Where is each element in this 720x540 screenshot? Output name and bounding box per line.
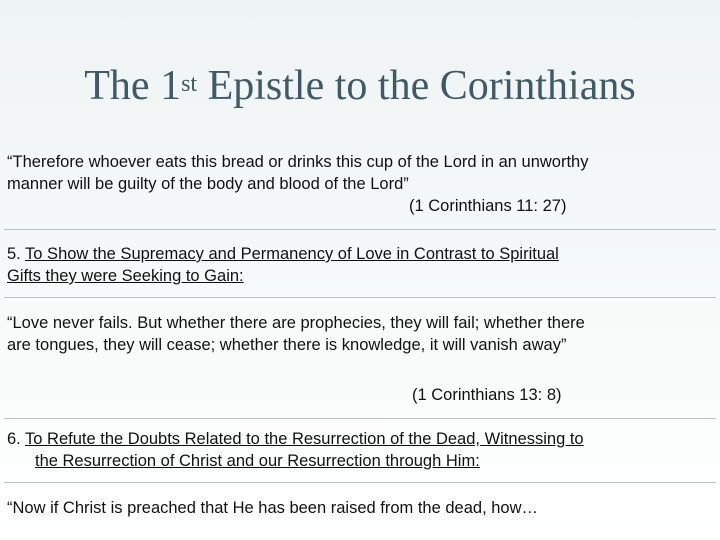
point-6-heading-line-2: the Resurrection of Christ and our Resurrection through Him: — [35, 452, 480, 470]
point-5 — [7, 243, 715, 287]
divider-3 — [4, 418, 716, 419]
quote-2 — [7, 312, 715, 356]
point-6-heading-line-1: To Refute the Doubts Related to the Resurrection of the Dead, Witnessing to — [25, 430, 584, 448]
point-6 — [7, 428, 715, 472]
slide-title — [0, 58, 720, 120]
point-6-number: 6. — [7, 430, 26, 448]
title-suffix: Epistle to the Corinthians — [197, 63, 636, 109]
quote-1-line-1: “Therefore whoever eats this bread or drinks this cup of the Lord in an unworthy — [7, 153, 589, 171]
point-5-heading-line-1: To Show the Supremacy and Permanency of Love in Contrast to Spiritual — [25, 245, 559, 263]
title-prefix: The 1 — [84, 63, 182, 109]
quote-1 — [7, 151, 715, 217]
point-5-heading-line-2: Gifts they were Seeking to Gain: — [7, 267, 244, 285]
quote-3 — [7, 497, 715, 519]
point-5-number: 5. — [7, 245, 26, 263]
quote-2-line-2: are tongues, they will cease; whether there is knowledge, it will vanish away” — [7, 336, 567, 354]
divider-2 — [4, 297, 716, 298]
divider-4 — [4, 482, 716, 483]
quote-2-line-1: “Love never fails. But whether there are prophecies, they will fail; whether there — [7, 314, 585, 332]
title-superscript: st — [181, 71, 198, 97]
quote-1-reference: (1 Corinthians 11: 27) — [409, 197, 567, 215]
quote-1-line-2: manner will be guilty of the body and blood of the Lord” — [7, 175, 409, 193]
quote-2-reference: (1 Corinthians 13: 8) — [412, 386, 562, 404]
divider-1 — [4, 229, 716, 230]
quote-3-line-1: “Now if Christ is preached that He has been raised from the dead, how… — [7, 499, 539, 517]
